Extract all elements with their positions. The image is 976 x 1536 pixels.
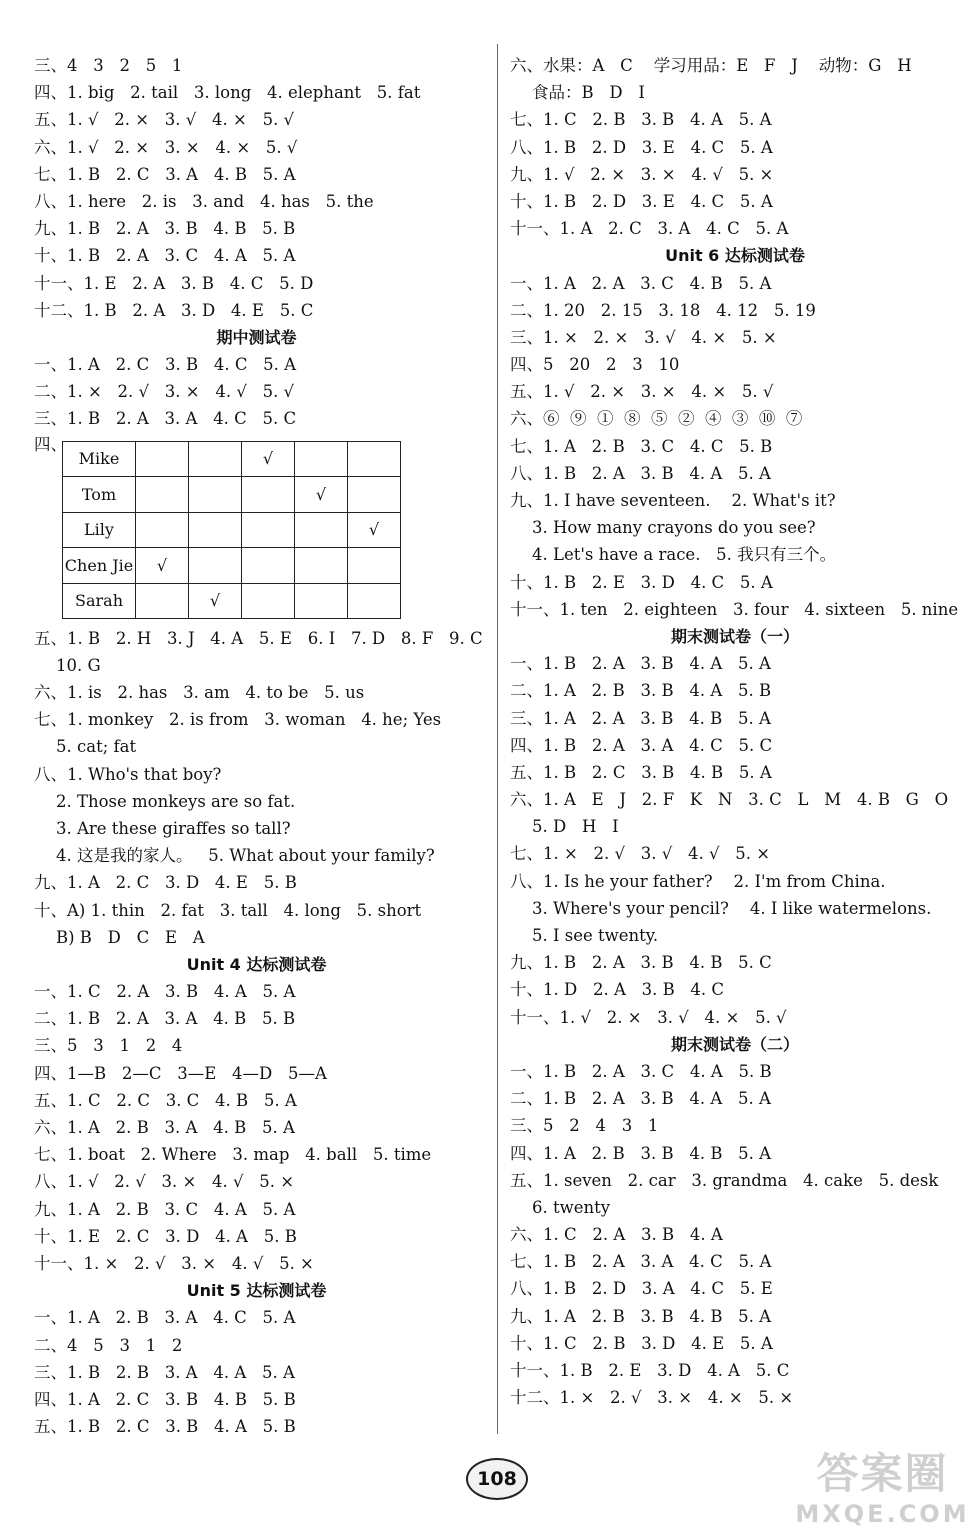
answer-line: 八、1. B 2. D 3. E 4. C 5. A bbox=[510, 137, 773, 157]
right-answers bbox=[510, 52, 960, 1411]
answer-line: 七、1. × 2. √ 3. √ 4. √ 5. × bbox=[510, 844, 771, 864]
column-divider bbox=[497, 44, 498, 1434]
check-cell bbox=[242, 512, 295, 548]
answer-line: 十、1. B 2. E 3. D 4. C 5. A bbox=[510, 572, 773, 592]
check-table bbox=[62, 441, 401, 620]
answer-line: 八、1. Who's that boy? bbox=[34, 764, 222, 784]
answer-line: 4. Let's have a race. 5. 我只有三个。 bbox=[532, 545, 837, 565]
check-cell bbox=[189, 548, 242, 584]
left-answers-top bbox=[34, 52, 479, 433]
answer-line: 九、1. B 2. A 3. B 4. B 5. B bbox=[34, 219, 296, 239]
answer-line: 十一、1. A 2. C 3. A 4. C 5. A bbox=[510, 219, 789, 239]
answer-line: 七、1. B 2. C 3. A 4. B 5. A bbox=[34, 164, 296, 184]
answer-line: 十、1. C 2. B 3. D 4. E 5. A bbox=[510, 1333, 773, 1353]
check-cell bbox=[136, 512, 189, 548]
check-table-label: 四、 bbox=[34, 434, 67, 454]
answer-line: 三、1. A 2. A 3. B 4. B 5. A bbox=[510, 708, 771, 728]
answer-line: B) B D C E A bbox=[56, 927, 205, 947]
check-cell: √ bbox=[348, 512, 401, 548]
answer-line: 5. I see twenty. bbox=[532, 926, 659, 945]
section-heading: Unit 5 达标测试卷 bbox=[186, 1281, 327, 1301]
answer-line: 九、1. √ 2. × 3. × 4. √ 5. × bbox=[510, 164, 774, 184]
answer-line: 五、1. seven 2. car 3. grandma 4. cake 5. desk bbox=[510, 1170, 939, 1190]
answer-line: 二、1. 20 2. 15 3. 18 4. 12 5. 19 bbox=[510, 300, 816, 320]
answer-line: 三、1. × 2. × 3. √ 4. × 5. × bbox=[510, 327, 777, 347]
section-heading: 期末测试卷（一） bbox=[670, 626, 799, 646]
answer-line: 四、1—B 2—C 3—E 4—D 5—A bbox=[34, 1063, 327, 1083]
answer-line: 九、1. A 2. B 3. B 4. B 5. A bbox=[510, 1306, 772, 1326]
student-name: Mike bbox=[63, 441, 136, 477]
answer-line: 三、5 2 4 3 1 bbox=[510, 1116, 659, 1136]
answer-line: 六、1. √ 2. × 3. × 4. × 5. √ bbox=[34, 137, 298, 157]
answer-line: 六、1. C 2. A 3. B 4. A bbox=[510, 1225, 723, 1245]
check-cell bbox=[189, 441, 242, 477]
answer-line: 四、1. big 2. tail 3. long 4. elephant 5. fat bbox=[34, 83, 421, 103]
answer-line: 三、4 3 2 5 1 bbox=[34, 56, 183, 75]
check-cell bbox=[136, 441, 189, 477]
check-cell bbox=[242, 477, 295, 513]
check-table-row bbox=[63, 477, 401, 513]
answer-line: 十、1. B 2. D 3. E 4. C 5. A bbox=[510, 191, 773, 211]
answer-line: 3. Where's your pencil? 4. I like watermelons. bbox=[532, 898, 932, 918]
check-cell bbox=[242, 583, 295, 619]
answer-line: 四、5 20 2 3 10 bbox=[510, 355, 680, 375]
answer-line: 四、1. A 2. B 3. B 4. B 5. A bbox=[510, 1143, 772, 1163]
check-table-block bbox=[34, 433, 479, 625]
answer-line: 六、水果：A C 学习用品：E F J 动物：G H bbox=[510, 56, 912, 75]
check-table-row bbox=[63, 441, 401, 477]
check-cell bbox=[189, 512, 242, 548]
answer-line: 10. G bbox=[56, 655, 101, 675]
answer-line: 八、1. Is he your father? 2. I'm from China. bbox=[510, 871, 886, 891]
section-heading: Unit 6 达标测试卷 bbox=[665, 246, 805, 266]
answer-line: 一、1. B 2. A 3. B 4. A 5. A bbox=[510, 654, 771, 674]
answer-line: 七、1. B 2. A 3. A 4. C 5. A bbox=[510, 1252, 772, 1272]
check-table-row bbox=[63, 583, 401, 619]
answer-line: 一、1. B 2. A 3. C 4. A 5. B bbox=[510, 1061, 772, 1081]
check-cell bbox=[295, 548, 348, 584]
answer-line: 一、1. A 2. A 3. C 4. B 5. A bbox=[510, 273, 772, 293]
student-name: Chen Jie bbox=[63, 548, 136, 584]
watermark-text: 答案圈 bbox=[816, 1449, 949, 1498]
answer-line: 七、1. boat 2. Where 3. map 4. ball 5. time bbox=[34, 1145, 432, 1165]
answer-line: 5. D H I bbox=[532, 817, 619, 837]
answer-line: 五、1. C 2. C 3. C 4. B 5. A bbox=[34, 1090, 297, 1110]
student-name: Sarah bbox=[63, 583, 136, 619]
answer-line: 五、1. √ 2. × 3. √ 4. × 5. √ bbox=[34, 110, 295, 130]
answer-line: 十二、1. B 2. A 3. D 4. E 5. C bbox=[34, 300, 314, 320]
left-answers-bottom bbox=[34, 625, 483, 1441]
answer-line: 九、1. A 2. C 3. D 4. E 5. B bbox=[34, 873, 297, 893]
answer-line: 四、1. A 2. C 3. B 4. B 5. B bbox=[34, 1389, 296, 1409]
section-heading: 期中测试卷 bbox=[216, 327, 297, 347]
answer-line: 六、1. A 2. B 3. A 4. B 5. A bbox=[34, 1118, 295, 1137]
answer-line: 七、1. C 2. B 3. B 4. A 5. A bbox=[510, 110, 772, 130]
answer-line: 3. Are these giraffes so tall? bbox=[56, 818, 291, 838]
answer-line: 5. cat; fat bbox=[56, 737, 137, 757]
check-cell: √ bbox=[295, 477, 348, 513]
answer-line: 四、1. B 2. A 3. A 4. C 5. C bbox=[510, 735, 773, 755]
answer-line: 七、1. A 2. B 3. C 4. C 5. B bbox=[510, 436, 773, 456]
answer-line: 十、A) 1. thin 2. fat 3. tall 4. long 5. short bbox=[34, 900, 422, 920]
student-name: Lily bbox=[63, 512, 136, 548]
answer-line: 五、1. B 2. C 3. B 4. A 5. B bbox=[34, 1417, 296, 1437]
section-heading: Unit 4 达标测试卷 bbox=[186, 954, 327, 974]
answer-line: 八、1. √ 2. √ 3. × 4. √ 5. × bbox=[34, 1172, 295, 1192]
answer-line: 五、1. √ 2. × 3. × 4. × 5. √ bbox=[510, 382, 774, 402]
answer-line: 八、1. B 2. D 3. A 4. C 5. E bbox=[510, 1279, 773, 1299]
answer-line: 二、1. B 2. A 3. A 4. B 5. B bbox=[34, 1009, 296, 1029]
answer-line: 二、4 5 3 1 2 bbox=[34, 1335, 183, 1355]
student-name: Tom bbox=[63, 477, 136, 513]
answer-line: 八、1. here 2. is 3. and 4. has 5. the bbox=[34, 191, 374, 211]
answer-line: 食品：B D I bbox=[532, 83, 645, 103]
watermark-logo bbox=[795, 1448, 970, 1532]
section-heading: 期末测试卷（二） bbox=[670, 1034, 799, 1054]
check-cell bbox=[136, 477, 189, 513]
answer-line: 五、1. B 2. C 3. B 4. B 5. A bbox=[510, 762, 772, 782]
check-cell bbox=[348, 548, 401, 584]
answer-line: 七、1. monkey 2. is from 3. woman 4. he; Yes bbox=[34, 710, 442, 730]
check-cell bbox=[295, 512, 348, 548]
answer-line: 一、1. A 2. C 3. B 4. C 5. A bbox=[34, 355, 297, 375]
check-cell bbox=[242, 548, 295, 584]
page-number: 108 bbox=[466, 1458, 528, 1500]
answer-line: 六、⑥ ⑨ ① ⑧ ⑤ ② ④ ③ ⑩ ⑦ bbox=[510, 409, 803, 429]
check-table-row bbox=[63, 512, 401, 548]
answer-line: 六、1. A E J 2. F K N 3. C L M 4. B G O bbox=[510, 790, 949, 810]
answer-line: 二、1. × 2. √ 3. × 4. √ 5. √ bbox=[34, 382, 295, 402]
answer-line: 3. How many crayons do you see? bbox=[532, 518, 816, 538]
answer-line: 二、1. A 2. B 3. B 4. A 5. B bbox=[510, 681, 772, 701]
answer-line: 十二、1. × 2. √ 3. × 4. × 5. × bbox=[510, 1388, 794, 1408]
answer-line: 一、1. C 2. A 3. B 4. A 5. A bbox=[34, 982, 296, 1002]
answer-line: 八、1. B 2. A 3. B 4. A 5. A bbox=[510, 463, 771, 483]
answer-line: 2. Those monkeys are so fat. bbox=[56, 791, 296, 811]
answer-line: 十一、1. B 2. E 3. D 4. A 5. C bbox=[510, 1361, 790, 1380]
check-cell bbox=[295, 441, 348, 477]
check-cell: √ bbox=[189, 583, 242, 619]
answer-line: 4. 这是我的家人。 5. What about your family? bbox=[56, 846, 435, 866]
watermark-url: MXQE.COM bbox=[795, 1500, 970, 1528]
answer-line: 十、1. B 2. A 3. C 4. A 5. A bbox=[34, 246, 296, 266]
answer-line: 十一、1. E 2. A 3. B 4. C 5. D bbox=[34, 273, 314, 293]
answer-line: 十一、1. ten 2. eighteen 3. four 4. sixteen 5. nine bbox=[510, 599, 959, 619]
answer-line: 五、1. B 2. H 3. J 4. A 5. E 6. I 7. D 8. F 9. C bbox=[34, 628, 483, 648]
answer-line: 三、5 3 1 2 4 bbox=[34, 1036, 183, 1056]
check-cell bbox=[295, 583, 348, 619]
answer-line: 十、1. D 2. A 3. B 4. C bbox=[510, 980, 725, 1000]
check-cell bbox=[348, 441, 401, 477]
check-cell bbox=[136, 583, 189, 619]
right-column bbox=[510, 52, 960, 1411]
answer-line: 六、1. is 2. has 3. am 4. to be 5. us bbox=[34, 683, 365, 702]
answer-line: 三、1. B 2. A 3. A 4. C 5. C bbox=[34, 409, 297, 429]
check-table-row bbox=[63, 548, 401, 584]
check-cell bbox=[348, 583, 401, 619]
answer-line: 十、1. E 2. C 3. D 4. A 5. B bbox=[34, 1226, 297, 1246]
answer-line: 十一、1. √ 2. × 3. √ 4. × 5. √ bbox=[510, 1007, 787, 1027]
answer-line: 十一、1. × 2. √ 3. × 4. √ 5. × bbox=[34, 1253, 314, 1273]
answer-line: 三、1. B 2. B 3. A 4. A 5. A bbox=[34, 1362, 295, 1382]
answer-line: 九、1. I have seventeen. 2. What's it? bbox=[510, 491, 836, 510]
check-cell bbox=[189, 477, 242, 513]
answer-line: 6. twenty bbox=[532, 1197, 611, 1217]
left-column bbox=[34, 52, 483, 1440]
answer-line: 九、1. A 2. B 3. C 4. A 5. A bbox=[34, 1199, 296, 1219]
answer-line: 二、1. B 2. A 3. B 4. A 5. A bbox=[510, 1089, 771, 1109]
check-cell bbox=[348, 477, 401, 513]
answer-line: 一、1. A 2. B 3. A 4. C 5. A bbox=[34, 1308, 296, 1328]
check-cell: √ bbox=[242, 441, 295, 477]
answer-line: 九、1. B 2. A 3. B 4. B 5. C bbox=[510, 953, 772, 973]
check-cell: √ bbox=[136, 548, 189, 584]
